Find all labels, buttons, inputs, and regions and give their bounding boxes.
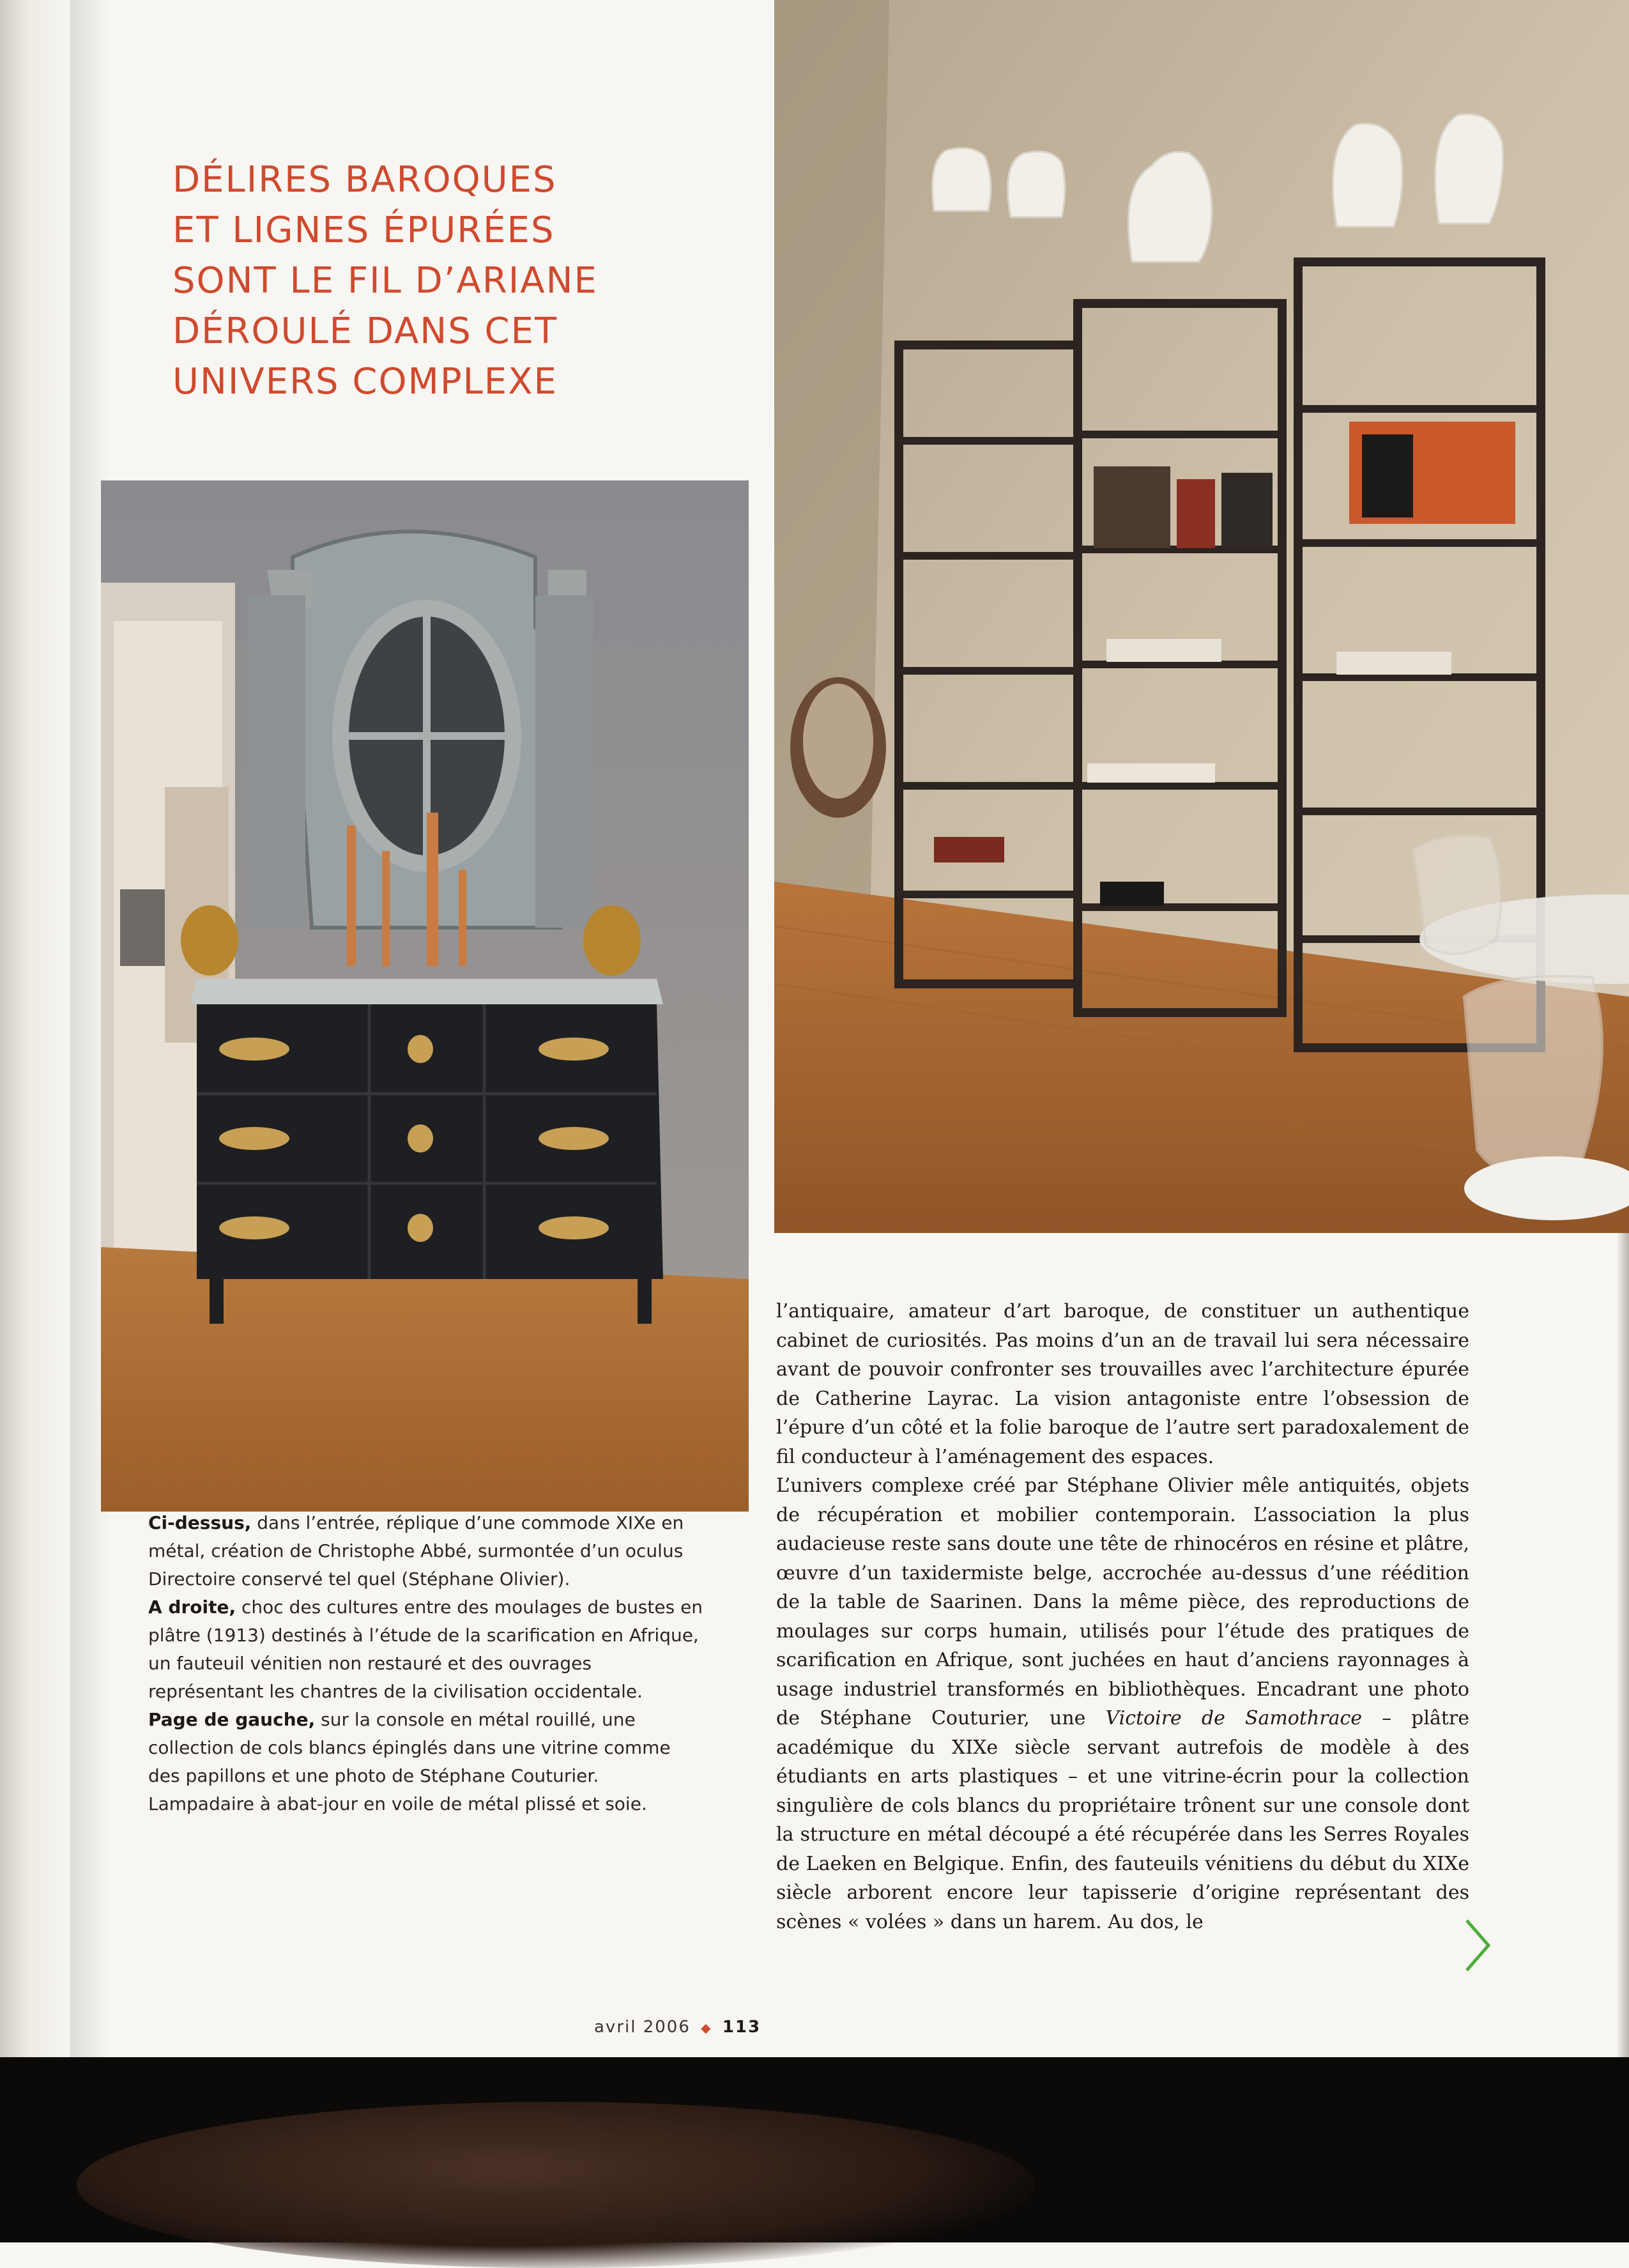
caption-text-above: dans l’entrée, réplique d’une commode XIXe en métal, création de Christophe Abbé, surmontée d’un oculus Directoire conservé tel quel (Stéphane Olivier). [148, 1512, 684, 1590]
headline-line-1: DÉLIRES BAROQUES [172, 159, 557, 201]
scan-left-margin [0, 0, 77, 2064]
photo-commode-oculus [101, 480, 749, 1512]
caption-text-right: choc des cultures entre des moulages de bustes en plâtre (1913) destinés à l’étude de la scarification en Afrique, un fauteuil vénitien non restauré et des ouvrages représentant les chantres de la civilisation occidentale. [148, 1597, 703, 1702]
body-paragraph-1: l’antiquaire, amateur d’art baroque, de constituer un authentique cabinet de curiosités. Pas moins d’un an de travail lui sera nécessaire avant de pouvoir confronter ses trouvailles avec l’architecture épurée de Catherine Layrac. La vision antagoniste entre l’obsession de l’épure d’un côté et la folie baroque de l’autre sert paradoxalement de fil conducteur à l’aménagement des espaces. [776, 1300, 1469, 1468]
diamond-separator-icon: ◆ [701, 2020, 712, 2035]
photo-shelves-busts [774, 0, 1629, 1233]
photo-caption [148, 1509, 704, 1818]
folio-issue-date: avril 2006 [594, 2018, 691, 2037]
body-paragraph-2 [776, 1471, 1469, 1936]
caption-label-right: A droite, [148, 1597, 236, 1618]
caption-text-left-page: sur la console en métal rouillé, une collection de cols blancs épinglés dans une vitrine comme des papillons et une photo de Stéphane Couturier. Lampadaire à abat-jour en voile de métal plissé et soie. [148, 1709, 671, 1814]
body-paragraph-2-end: – plâtre académique du XIXe siècle servant autrefois de modèle à des étudiants en arts plastiques – et une vitrine-écrin pour la collection singulière de cols blancs du propriétaire trônent sur une console dont la structure en métal découpé a été récupérée dans les Serres Royales de Laeken en Belgique. Enfin, des fauteuils vénitiens du début du XIXe siècle arborent encore leur tapisserie d’origine représentant des scènes « volées » dans un harem. Au dos, le [776, 1707, 1469, 1933]
caption-label-left-page: Page de gauche, [148, 1709, 316, 1730]
continue-arrow-icon [1463, 1917, 1492, 1974]
caption-paragraph-2 [148, 1593, 704, 1706]
folio-page-number: 113 [722, 2018, 761, 2037]
page-folio [594, 2018, 761, 2037]
headline [172, 155, 658, 407]
headline-line-5: UNIVERS COMPLEXE [172, 361, 558, 402]
caption-label-above: Ci-dessus, [148, 1512, 252, 1533]
article-body [776, 1297, 1469, 1936]
caption-paragraph-3 [148, 1706, 704, 1818]
headline-line-4: DÉROULÉ DANS CET [172, 310, 558, 352]
body-paragraph-2-start: L’univers complexe créé par Stéphane Olivier mêle antiquités, objets de récupération et mobilier contemporain. L’association la plus audacieuse reste sans doute une tête de rhinocéros en résine et plâtre, œuvre d’un taxidermiste belge, accrochée au-dessus d’une réédition de la table de Saarinen. Dans la même pièce, des reproductions de moulages sur corps humain, utilisés pour l’étude des pratiques de scarification en Afrique, sont juchées en haut d’anciens rayonnages à usage industriel transformés en bibliothèques. Encadrant une photo de Stéphane Couturier, une [776, 1475, 1469, 1729]
body-artwork-title: Victoire de Samothrace [1105, 1707, 1363, 1729]
hand-holding-page [77, 2102, 1035, 2268]
caption-paragraph-1 [148, 1509, 704, 1593]
headline-line-2: ET LIGNES ÉPURÉES [172, 210, 555, 251]
headline-line-3: SONT LE FIL D’ARIANE [172, 260, 598, 302]
